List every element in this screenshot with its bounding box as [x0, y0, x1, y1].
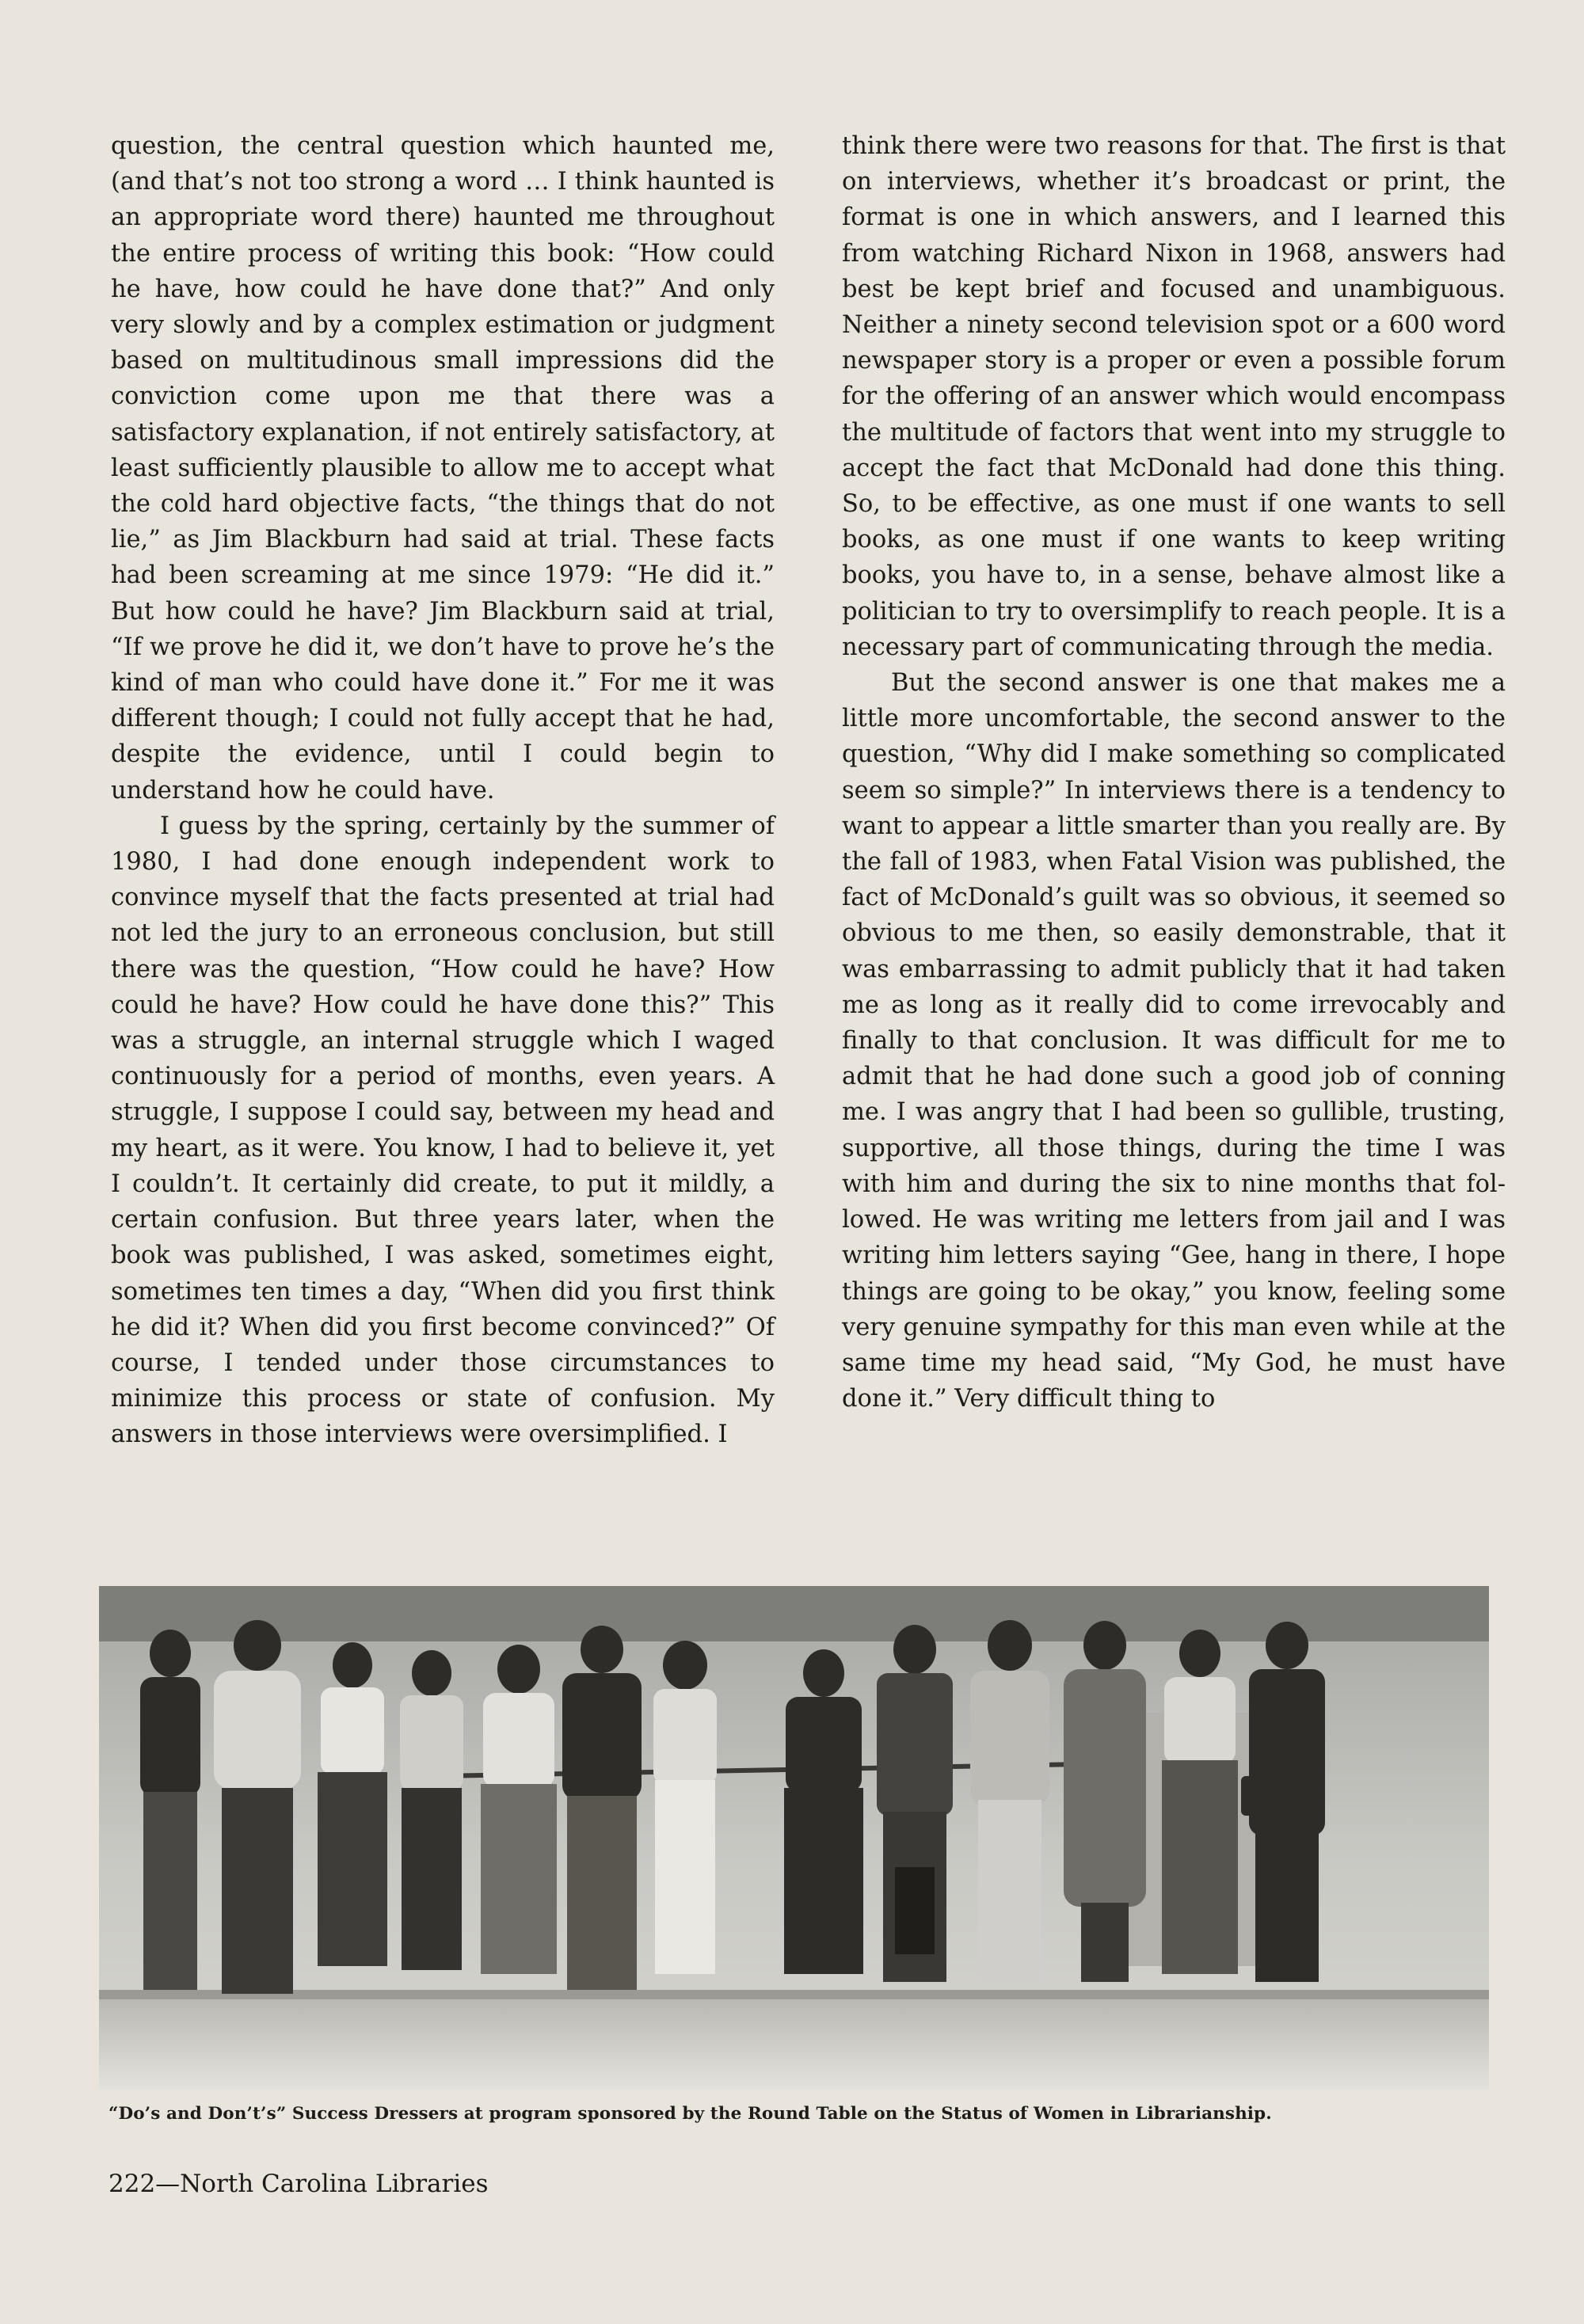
photo-caption: “Do’s and Don’t’s” Success Dressers at program sponsored by the Round Table on the Status of Women in Librarianship.	[109, 2104, 1272, 2124]
right-text-column	[842, 128, 1506, 1417]
left-paragraph-2: I guess by the spring, certainly by the summer of 1980, I had done enough independent work to convince myself that the facts presented at trial had not led the jury to an erroneous conclusion, but still there was the question, “How could he have? How could he have? How could he have done this?” This was a struggle, an internal struggle which I waged continuously for a period of months, even years. A struggle, I suppose I could say, between my head and my heart, as it were. You know, I had to believe it, yet I couldn’t. It certainly did create, to put it mildly, a certain confusion. But three years later, when the book was published, I was asked, sometimes eight, sometimes ten times a day, “When did you first think he did it? When did you first become convinced?” Of course, I tended under those circumstances to minimize this process or state of confusion. My answers in those interviews were oversimplified. I	[111, 812, 775, 1449]
group-photo	[99, 1586, 1489, 2090]
left-text-column	[111, 128, 775, 1453]
group-photo-illustration	[99, 1586, 1489, 2090]
left-paragraph-1: question, the central question which haunted me, (and that’s not too strong a word … I think haunted is an appropriate word there) haunted me throughout the entire process of writing this book: “How could he have, how could he have done that?” And only very slowly and by a complex estimation or judgment based on multitudinous small impressions did the conviction come upon me that there was a satisfactory explanation, if not entirely satisfactory, at least sufficiently plausible to allow me to accept what the cold hard objective facts, “the things that do not lie,” as Jim Blackburn had said at trial. These facts had been screaming at me since 1979: “He did it.” But how could he have? Jim Blackburn said at trial, “If we prove he did it, we don’t have to prove he’s the kind of man who could have done it.” For me it was different though; I could not fully accept that he had, despite the evidence, until I could begin to understand how he could have.	[111, 132, 775, 804]
right-paragraph-1: think there were two reasons for that. The first is that on interviews, whether it’s broadcast or print, the format is one in which answers, and I learned this from watching Richard Nixon in 1968, answers had best be kept brief and focused and unambiguous. Neither a ninety second television spot or a 600 word newspaper story is a proper or even a possible forum for the offering of an answer which would encompass the multitude of factors that went into my struggle to accept the fact that McDonald had done this thing. So, to be effective, as one must if one wants to sell books, as one must if one wants to keep writing books, you have to, in a sense, behave almost like a politician to try to oversimplify to reach people. It is a necessary part of communicating through the media.	[842, 132, 1506, 661]
right-paragraph-2: But the second answer is one that makes me a little more uncomfortable, the second answer to the question, “Why did I make something so complicated seem so simple?” In interviews there is a tendency to want to appear a little smarter than you really are. By the fall of 1983, when Fatal Vision was published, the fact of McDonald’s guilt was so obvious, it seemed so obvious to me then, so easily demonstrable, that it was embarrassing to admit publicly that it had taken me as long as it really did to come irrevocably and finally to that conclusion. It was difficult for me to admit that he had done such a good job of conning me. I was angry that I had been so gullible, trusting, supportive, all those things, during the time I was with him and during the six to nine months that followed. He was writing me letters from jail and I was writing him letters saying “Gee, hang in there, I hope things are going to be okay,” you know, feeling some very genuine sympathy for this man even while at the same time my head said, “My God, he must have done it.” Very difficult thing to	[842, 669, 1506, 1413]
page-footer: 222—North Carolina Libraries	[109, 2170, 489, 2198]
